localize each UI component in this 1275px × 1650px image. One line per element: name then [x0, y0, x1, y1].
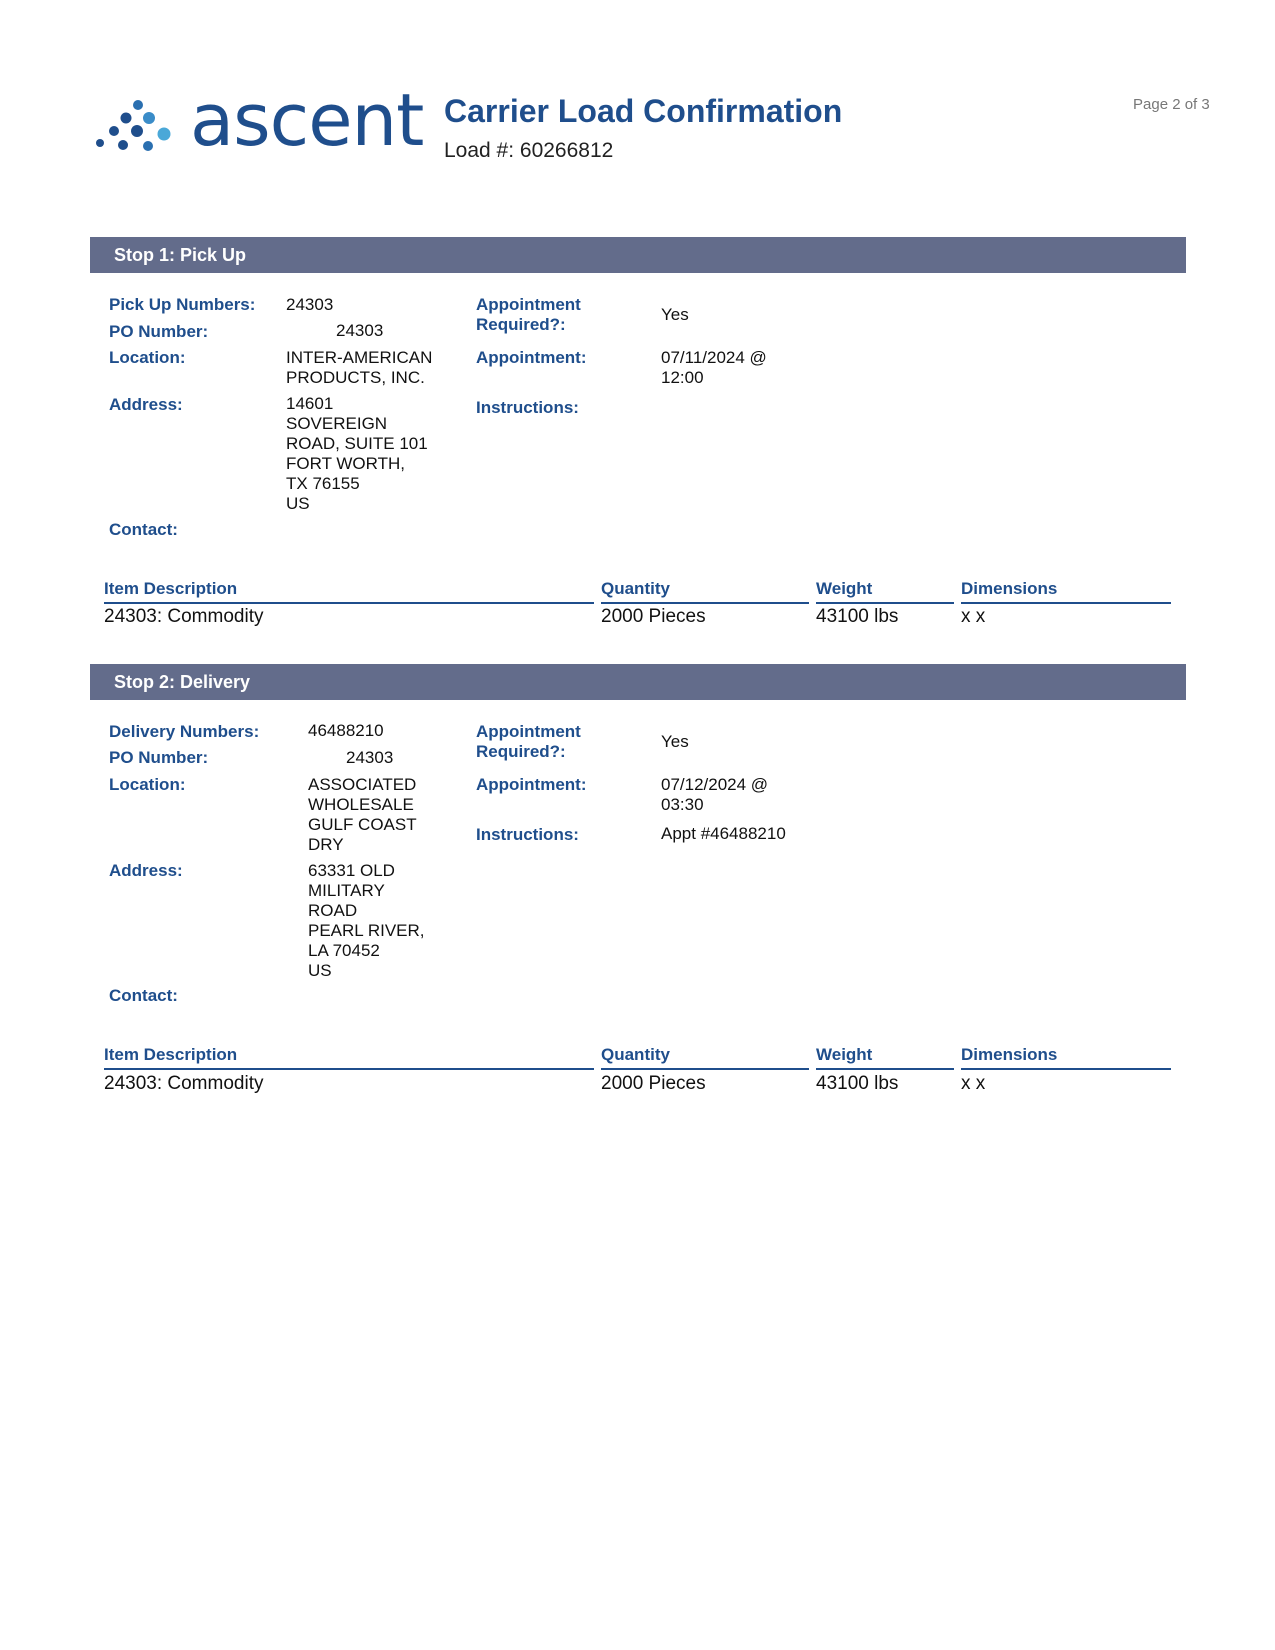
stop2-location-value: ASSOCIATED WHOLESALE GULF COAST DRY	[308, 775, 417, 854]
stop1-location-value: INTER-AMERICAN PRODUCTS, INC.	[286, 348, 433, 387]
stop2-th-weight: Weight	[816, 1045, 954, 1070]
stop1-th-quantity: Quantity	[601, 579, 809, 604]
stop1-th-weight: Weight	[816, 579, 954, 604]
stop2-appt-required-value: Yes	[661, 732, 689, 751]
stop2-location-label: Location:	[109, 775, 186, 794]
stop1-address-label: Address:	[109, 395, 183, 414]
logo-wordmark: ascent	[190, 78, 424, 162]
page-number: Page 2 of 3	[1133, 96, 1210, 113]
stop2-td-dimensions: x x	[961, 1073, 986, 1094]
stop2-td-weight: 43100 lbs	[816, 1073, 899, 1094]
stop2-th-dimensions: Dimensions	[961, 1045, 1171, 1070]
stop2-instructions-label: Instructions:	[476, 825, 579, 844]
stop2-th-item-description: Item Description	[104, 1045, 594, 1070]
stop1-appt-required-value: Yes	[661, 305, 689, 324]
stop1-heading: Stop 1: Pick Up	[114, 245, 247, 265]
stop1-th-item-description: Item Description	[104, 579, 594, 604]
stop1-po-value: 24303	[336, 321, 384, 340]
stop1-td-quantity: 2000 Pieces	[601, 606, 706, 627]
stop1-instructions-label: Instructions:	[476, 398, 579, 417]
load-number: Load #: 60266812	[444, 139, 614, 162]
stop2-numbers-label: Delivery Numbers:	[109, 722, 260, 741]
stop2-appt-required-label: Appointment Required?:	[476, 722, 581, 761]
stop1-td-weight: 43100 lbs	[816, 606, 899, 627]
stop2-appointment-value: 07/12/2024 @ 03:30	[661, 775, 769, 814]
stop1-address-value: 14601 SOVEREIGN ROAD, SUITE 101 FORT WORTH, TX 76155 US	[286, 394, 428, 513]
stop2-th-quantity: Quantity	[601, 1045, 809, 1070]
stop2-heading: Stop 2: Delivery	[114, 672, 251, 692]
stop1-po-label: PO Number:	[109, 322, 209, 341]
stop2-numbers-value: 46488210	[308, 721, 384, 740]
stop1-numbers-label: Pick Up Numbers:	[109, 295, 256, 314]
stop2-appointment-label: Appointment:	[476, 775, 587, 794]
stop1-location-label: Location:	[109, 348, 186, 367]
page-title: Carrier Load Confirmation	[444, 93, 843, 129]
stop2-contact-label: Contact:	[109, 986, 178, 1005]
stop2-po-value: 24303	[346, 748, 394, 767]
stop2-address-label: Address:	[109, 861, 183, 880]
stop1-numbers-value: 24303	[286, 295, 334, 314]
stop1-appointment-label: Appointment:	[476, 348, 587, 367]
logo-dots-icon	[94, 98, 184, 158]
stop1-td-dimensions: x x	[961, 606, 986, 627]
stop1-header-bar	[90, 237, 1186, 273]
stop1-td-item-description: 24303: Commodity	[104, 606, 264, 627]
stop2-po-label: PO Number:	[109, 748, 209, 767]
stop1-appt-required-label: Appointment Required?:	[476, 295, 581, 334]
stop1-th-dimensions: Dimensions	[961, 579, 1171, 604]
stop2-instructions-value: Appt #46488210	[661, 824, 786, 843]
stop2-td-item-description: 24303: Commodity	[104, 1073, 264, 1094]
stop2-header-bar	[90, 664, 1186, 700]
stop1-contact-label: Contact:	[109, 520, 178, 539]
stop2-td-quantity: 2000 Pieces	[601, 1073, 706, 1094]
stop1-appointment-value: 07/11/2024 @ 12:00	[661, 348, 767, 387]
stop2-address-value: 63331 OLD MILITARY ROAD PEARL RIVER, LA 70452 US	[308, 861, 425, 980]
